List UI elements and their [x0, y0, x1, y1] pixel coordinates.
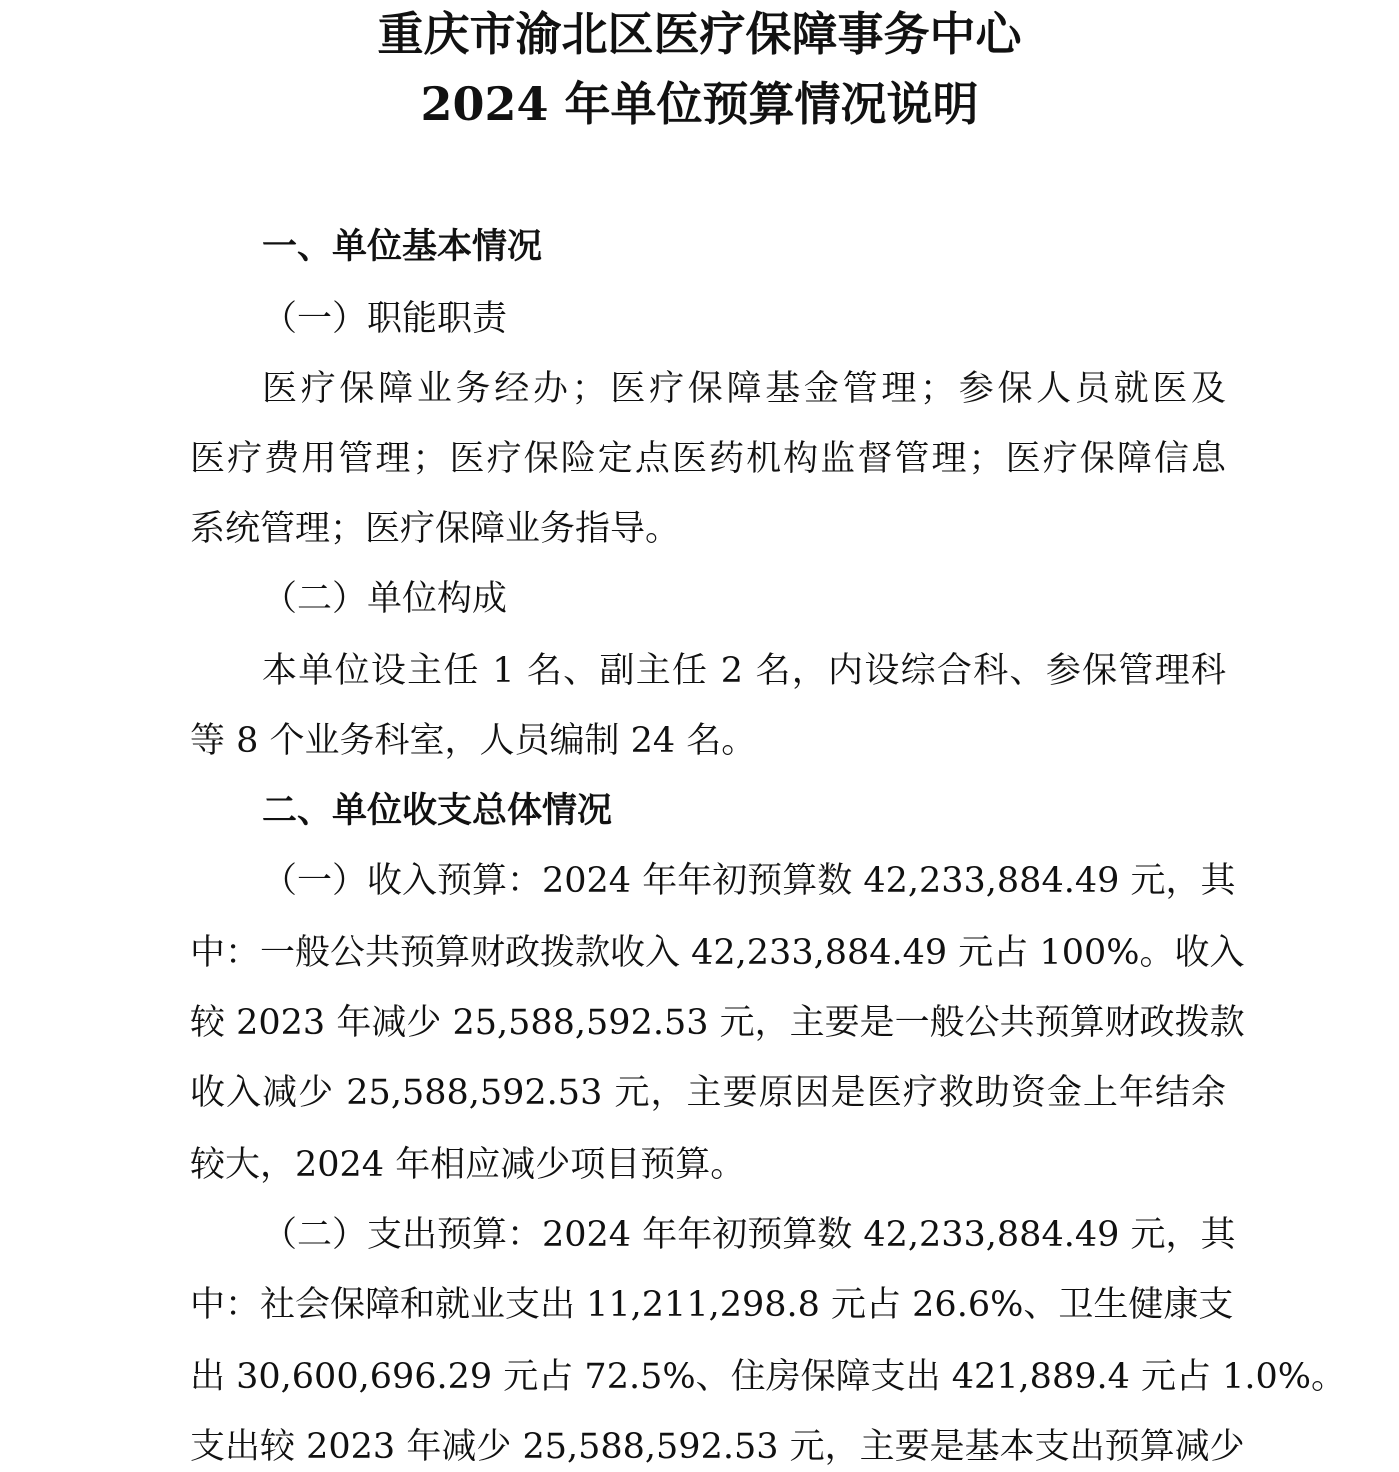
- paragraph-line: 系统管理；医疗保障业务指导。: [190, 509, 681, 549]
- page-title-line-1: 重庆市渝北区医疗保障事务中心: [377, 7, 1022, 61]
- paragraph-line: （一）收入预算：2024 年年初预算数 42,233,884.49 元，其: [262, 861, 1236, 901]
- section-1-sub-2-heading: （二）单位构成: [262, 579, 508, 619]
- paragraph-line: 本单位设主任 1 名、副主任 2 名，内设综合科、参保管理科: [262, 651, 1226, 691]
- paragraph-line: 中：一般公共预算财政拨款收入 42,233,884.49 元占 100%。收入: [190, 933, 1245, 973]
- paragraph-line: 较大，2024 年相应减少项目预算。: [190, 1145, 746, 1185]
- paragraph-line: 较 2023 年减少 25,588,592.53 元，主要是一般公共预算财政拨款: [190, 1003, 1245, 1043]
- paragraph-line: 医疗费用管理；医疗保险定点医药机构监督管理；医疗保障信息: [190, 439, 1226, 479]
- paragraph-line: 医疗保障业务经办；医疗保障基金管理；参保人员就医及: [262, 369, 1226, 409]
- paragraph-line: 等 8 个业务科室，人员编制 24 名。: [190, 721, 757, 761]
- paragraph-line: 中：社会保障和就业支出 11,211,298.8 元占 26.6%、卫生健康支: [190, 1285, 1234, 1325]
- paragraph-line: （二）支出预算：2024 年年初预算数 42,233,884.49 元，其: [262, 1215, 1236, 1255]
- page-title-line-2: 2024 年单位预算情况说明: [420, 77, 979, 131]
- section-2-heading: 二、单位收支总体情况: [262, 791, 613, 831]
- section-1-sub-1-heading: （一）职能职责: [262, 299, 508, 339]
- section-1-heading: 一、单位基本情况: [262, 227, 543, 267]
- paragraph-line: 出 30,600,696.29 元占 72.5%、住房保障支出 421,889.4 元占 1.0%。: [190, 1357, 1347, 1397]
- paragraph-line: 支出较 2023 年减少 25,588,592.53 元，主要是基本支出预算减少: [190, 1427, 1245, 1467]
- paragraph-line: 收入减少 25,588,592.53 元，主要原因是医疗救助资金上年结余: [190, 1073, 1226, 1113]
